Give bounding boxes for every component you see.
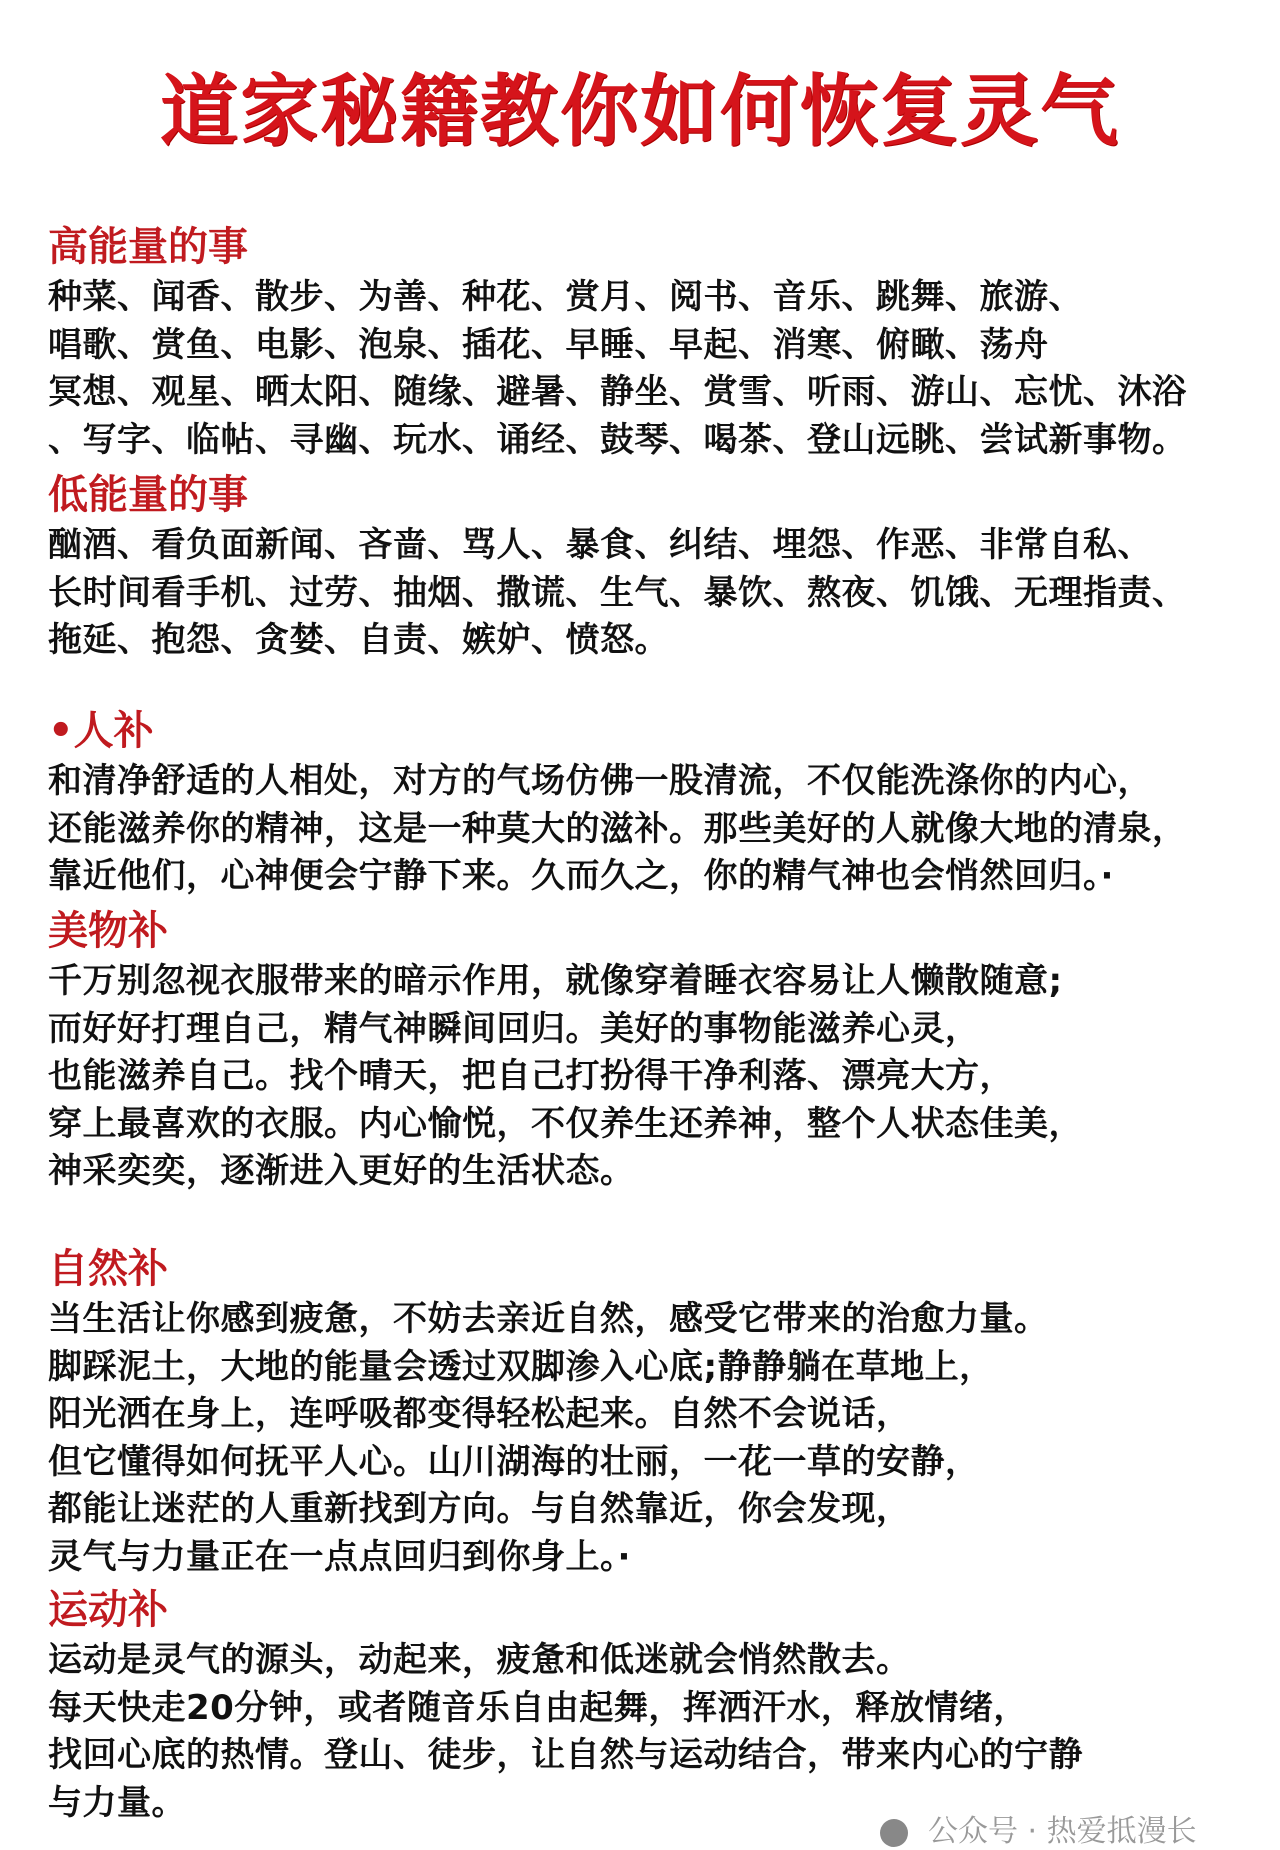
body-line: 还能滋养你的精神，这是一种莫大的滋补。那些美好的人就像大地的清泉，: [48, 808, 1187, 849]
section-heading: 运动补: [48, 1587, 168, 1633]
section-heading: 高能量的事: [48, 224, 248, 270]
watermark: [880, 1806, 1197, 1850]
wechat-icon: [880, 1819, 908, 1847]
section-beauty-tonic: [48, 904, 1280, 1196]
body-line: 与力量。: [48, 1782, 186, 1823]
body-line: 每天快走20分钟，或者随音乐自由起舞，挥洒汗水，释放情绪，: [48, 1687, 1028, 1728]
body-line: 、写字、临帖、寻幽、玩水、诵经、鼓琴、喝茶、登山远眺、尝试新事物。: [48, 419, 1187, 460]
body-line: 都能让迷茫的人重新找到方向。与自然靠近，你会发现，: [48, 1489, 911, 1529]
body-line: 而好好打理自己，精气神瞬间回归。美好的事物能滋养心灵，: [48, 1008, 980, 1049]
section-heading: 美物补: [48, 908, 168, 954]
body-line: 拖延、抱怨、贪婪、自责、嫉妒、愤怒。: [48, 620, 669, 660]
body-line: 冥想、观星、晒太阳、随缘、避暑、静坐、赏雪、听雨、游山、忘忧、沐浴: [48, 372, 1187, 412]
body-line: 穿上最喜欢的衣服。内心愉悦，不仅养生还养神，整个人状态佳美，: [48, 1103, 1083, 1144]
body-line: 脚踩泥土，大地的能量会透过双脚渗入心底;静静躺在草地上，: [48, 1346, 994, 1387]
body-line: 但它懂得如何抚平人心。山川湖海的壮丽，一花一草的安静，: [48, 1441, 980, 1482]
section-heading: 低能量的事: [48, 472, 248, 518]
body-line: 运动是灵气的源头，动起来，疲惫和低迷就会悄然散去。: [48, 1640, 911, 1680]
section-exercise-tonic: [48, 1583, 1280, 1827]
body-line: 神采奕奕，逐渐进入更好的生活状态。: [48, 1151, 635, 1191]
body-line: 阳光洒在身上，连呼吸都变得轻松起来。自然不会说话，: [48, 1394, 911, 1434]
section-high-energy: [48, 220, 1280, 464]
body-line: 当生活让你感到疲惫，不妨去亲近自然，感受它带来的治愈力量。: [48, 1299, 1049, 1339]
body-line: 唱歌、赏鱼、电影、泡泉、插花、早睡、早起、消寒、俯瞰、荡舟: [48, 324, 1049, 365]
watermark-text: 公众号 · 热爱抵漫长: [928, 1814, 1197, 1849]
body-line: 酗酒、看负面新闻、吝啬、骂人、暴食、纠结、埋怨、作恶、非常自私、: [48, 525, 1152, 565]
body-line: 和清净舒适的人相处，对方的气场仿佛一股清流，不仅能洗涤你的内心，: [48, 761, 1152, 801]
body-line: 长时间看手机、过劳、抽烟、撒谎、生气、暴饮、熬夜、饥饿、无理指责、: [48, 572, 1187, 613]
body-line: 靠近他们，心神便会宁静下来。久而久之，你的精气神也会悄然回归。·: [48, 856, 1114, 896]
section-people-tonic: [48, 704, 1280, 901]
body-line: 找回心底的热情。登山、徒步，让自然与运动结合，带来内心的宁静: [48, 1735, 1083, 1775]
body-line: 千万别忽视衣服带来的暗示作用，就像穿着睡衣容易让人懒散随意;: [48, 961, 1063, 1001]
body-line: 灵气与力量正在一点点回归到你身上。·: [48, 1536, 631, 1577]
body-line: 种菜、闻香、散步、为善、种花、赏月、阅书、音乐、跳舞、旅游、: [48, 277, 1083, 317]
section-low-energy: [48, 468, 1280, 665]
section-heading: •人补: [48, 708, 154, 754]
page-title: 道家秘籍教你如何恢复灵气: [159, 67, 1120, 157]
body-line: 也能滋养自己。找个晴天，把自己打扮得干净利落、漂亮大方，: [48, 1056, 1014, 1096]
section-nature-tonic: [48, 1242, 1280, 1581]
section-heading: 自然补: [48, 1246, 168, 1292]
